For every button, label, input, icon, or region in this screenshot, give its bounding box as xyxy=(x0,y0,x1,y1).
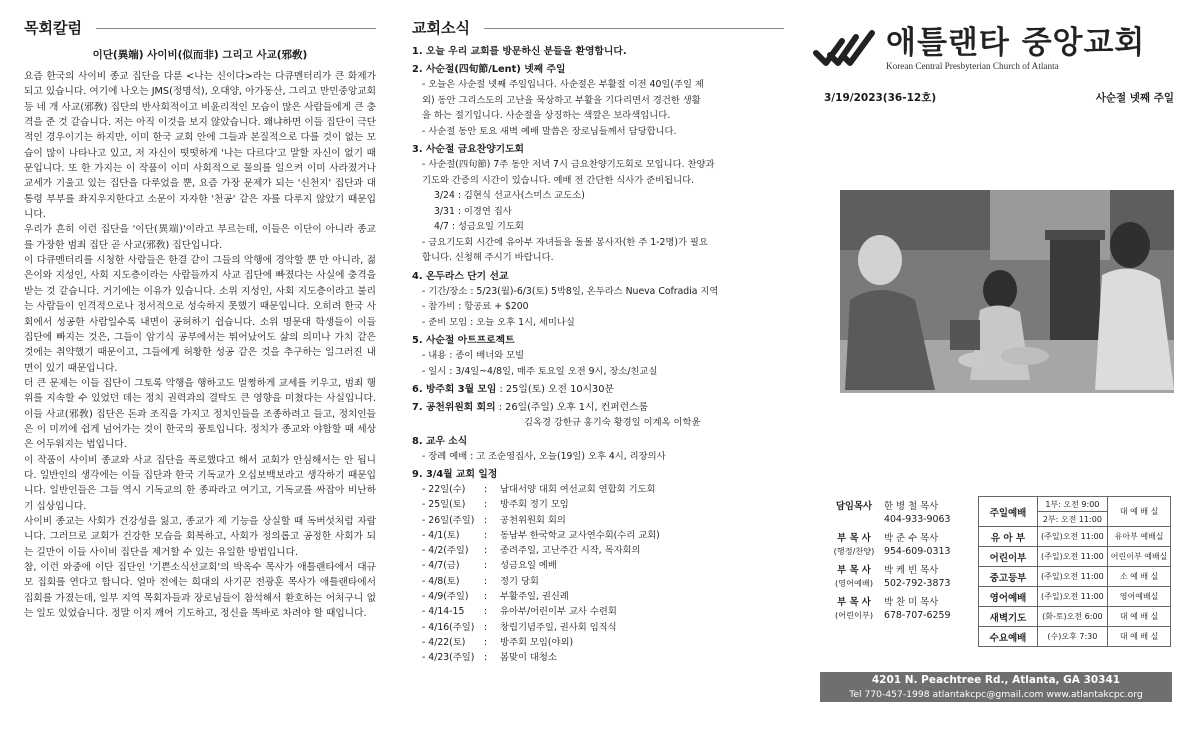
calendar-event: 성금요일 예배 xyxy=(500,560,557,572)
news-item-4-line: - 준비 모임 : 오늘 오후 1시, 세미나실 xyxy=(422,316,575,328)
service-row xyxy=(979,547,1171,567)
calendar-entry xyxy=(412,482,784,497)
service-place: 대 예 배 실 xyxy=(1107,627,1171,647)
service-name: 유 아 부 xyxy=(979,527,1038,547)
church-emblem-icon xyxy=(812,27,880,71)
calendar-event: 남대서양 대회 여선교회 연합회 기도회 xyxy=(500,484,656,495)
article-paragraph-4: 더 큰 문제는 이들 집단이 그토록 악행을 행하고도 멀쩡하게 교세를 키우고, 범죄 행위를 지속할 수 있었던 데는 정치 권력과의 결탁도 큰 영향을 미쳤다는 사실입니다. 이들 사교(邪敎) 집단은 돈과 조직을 가지고 정치인들을 조종하려고 들고, 정치인들은 이 미끼에 쉽게 넘어가는 것이 한국의 풍토입니다. 정치가 종교와 야합할 때 세상은 어두워지는 법입니다. xyxy=(24,377,376,451)
church-contact: Tel 770-457-1998 atlantakcpc@gmail.com www.atlantakcpc.org xyxy=(849,689,1143,700)
calendar-entry xyxy=(412,528,784,543)
staff-phone: 502-792-3873 xyxy=(884,578,951,589)
staff-info xyxy=(880,500,950,526)
article-paragraph-3: 이 다큐멘터리를 시청한 사람들은 한결 같이 그들의 악행에 경악할 뿐 만 아니라, 젊은이와 지성인, 사회 지도층이라는 사람들까지 사교 집단에 빠졌다는 사실에 충격을 받는 것 같습니다. 거기에는 이유가 있습니다. 소위 지성인, 사회 지도층이라고 불리는 사람들이 인격적으로나 정서적으로 성숙하지 못했기 때문입니다. 오히려 한국 사회에서 성공한 사람일수록 내면이 공허하기 쉽습니다. 소위 명문대 학생들이 이들 집단에 빠지는 것은, 그들이 암기식 공부에서는 뛰어났어도 삶의 의미나 가치 같은 것에는 취약했기 때문이고, 그들에게 허황한 성공 같은 것을 추구하는 일그러진 내면이 있기 때문입니다. xyxy=(24,255,376,374)
church-name-english: Korean Central Presbyterian Church of Atlanta xyxy=(886,61,1059,71)
calendar-date: - 4/16(주일) xyxy=(422,621,475,633)
address-bar xyxy=(820,672,1172,702)
service-row xyxy=(979,587,1171,607)
staff-role xyxy=(828,564,880,590)
news-item-8-line: - 장례 예배 : 고 조순영집사, 오늘(19일) 오후 4시, 리장의사 xyxy=(422,450,666,462)
calendar-entry xyxy=(412,513,784,528)
calendar-entry xyxy=(412,574,784,589)
staff-role-title: 담임목사 xyxy=(835,501,873,512)
news-item-2-line: - 사순절 동안 토요 새벽 예배 말씀은 장로님들께서 담당합니다. xyxy=(422,125,677,137)
calendar-entry xyxy=(412,635,784,650)
news-item-3-line: 기도와 간증의 시간이 있습니다. 예배 전 간단한 식사가 준비됩니다. xyxy=(422,174,695,186)
service-place: 대 예 배 실 xyxy=(1107,607,1171,627)
calendar-entry xyxy=(412,604,784,619)
article-paragraph-6: 사이비 종교는 사회가 건강성을 잃고, 종교가 제 기능을 상실할 때 독버섯처럼 자랍니다. 그러므로 교회가 건강한 모습을 회복하고, 사회가 정의롭고 공정한 사회가 되는 길만이 이들 사이비 집단을 제거할 수 있는 유일한 방법입니다. xyxy=(24,515,376,558)
masthead xyxy=(812,0,1184,700)
pastor-column xyxy=(24,0,376,621)
article-paragraph-7: 참, 이런 와중에 이단 집단인 '기쁜소식선교회'의 박옥수 목사가 애틀랜타에서 대규모 집회를 연다고 합니다. 얼마 전에는 희대의 사기꾼 전광훈 목사가 애틀랜타에서 집회를 가졌는데, 일부 지역 목회자들과 장로님들이 참석해서 환호하는 어처구니 없는 일도 있었습니다. 정말 이지 깨어 기도하고, 정신을 똑바로 차려야 할 때입니다. xyxy=(24,562,376,620)
calendar-event: 부활주일, 권신례 xyxy=(500,591,569,603)
prayer-schedule-entry: 3/31 : 이경연 집사 xyxy=(434,205,512,217)
liturgical-week: 사순절 넷째 주일 xyxy=(1095,92,1174,104)
article-paragraph-5: 이 작품이 사이비 종교와 사교 집단을 폭로했다고 해서 교회가 안심해서는 안 됩니다. 일반인의 생각에는 이들 집단과 한국 기독교가 오십보백보라고 생각하기 때문입니다. 일반인들은 그들 역시 기독교의 한 종파라고 여기고, 기독교를 싸잡아 비난하기 십상입니다. xyxy=(24,454,376,512)
service-name: 수요예배 xyxy=(979,627,1038,647)
calendar-event: 방주회 모임(야외) xyxy=(500,636,574,648)
calendar-separator: : xyxy=(484,560,488,572)
news-item-7-heading: 7. 공천위원회 회의 xyxy=(412,402,496,413)
news-header xyxy=(412,16,784,38)
calendar-date: - 4/23(주일) xyxy=(422,652,475,664)
service-name: 영어예배 xyxy=(979,587,1038,607)
calendar-date: - 4/14-15 xyxy=(422,606,465,618)
column-divider xyxy=(96,28,376,29)
service-time: (주일)오전 11:00 xyxy=(1038,527,1108,547)
calendar-separator: : xyxy=(484,529,488,541)
calendar-event: 공천위원회 회의 xyxy=(500,514,566,526)
committee-members: 김옥경 강한규 홍기숙 황경일 이계옥 이학윤 xyxy=(524,417,701,428)
news-item-6 xyxy=(412,382,784,397)
service-place: 어린이부 예배실 xyxy=(1107,547,1171,567)
news-list xyxy=(412,44,784,666)
staff-role xyxy=(828,532,880,558)
church-name-korean: 애틀랜타 중앙교회 xyxy=(886,25,1146,61)
service-time: (화-토)오전 6:00 xyxy=(1038,607,1108,627)
column-header xyxy=(24,16,376,38)
calendar-event: 종려주일, 고난주간 시작, 목자회의 xyxy=(500,545,641,557)
calendar-date: - 4/2(주일) xyxy=(422,545,469,557)
calendar-separator: : xyxy=(484,591,488,603)
calendar-date: - 25일(토) xyxy=(422,499,466,511)
staff-entry xyxy=(828,596,978,622)
news-item-5-heading: 5. 사순절 아트프로젝트 xyxy=(412,335,515,346)
service-time: 1부: 오전 9:00 xyxy=(1038,497,1108,512)
calendar-separator: : xyxy=(484,514,488,526)
news-item-7 xyxy=(412,400,784,415)
staff-entry xyxy=(828,564,978,590)
news-item-5-line: - 일시 : 3/4일~4/8일, 매주 토요일 오전 9시, 장소/친교실 xyxy=(422,365,658,377)
calendar-event: 방주회 정기 모임 xyxy=(500,499,569,511)
news-item-3-line: - 사순절(四旬節) 7주 동안 저녁 7시 금요찬양기도회로 모입니다. 찬양과 xyxy=(422,159,715,170)
service-row xyxy=(979,627,1171,647)
staff-name: 한 병 철 목사 xyxy=(884,501,939,512)
staff-info xyxy=(880,564,950,590)
calendar-separator: : xyxy=(484,652,488,664)
prayer-schedule-entry: 3/24 : 김현식 선교사(스미스 교도소) xyxy=(434,190,585,201)
news-item-8-heading: 8. 교우 소식 xyxy=(412,435,468,447)
staff-role xyxy=(828,500,880,526)
service-time: (주일)오전 11:00 xyxy=(1038,547,1108,567)
calendar-entry xyxy=(412,650,784,665)
calendar-date: - 26일(주일) xyxy=(422,514,475,526)
calendar-date: - 4/22(토) xyxy=(422,636,466,648)
news-title: 교회소식 xyxy=(412,18,470,37)
staff-name: 박 준 수 목사 xyxy=(884,533,939,544)
calendar-date: - 22일(수) xyxy=(422,484,466,495)
church-calendar xyxy=(412,482,784,666)
calendar-separator: : xyxy=(484,575,488,587)
news-item-3-heading: 3. 사순절 금요찬양기도회 xyxy=(412,144,524,155)
calendar-event: 정기 당회 xyxy=(500,575,539,587)
staff-name: 박 찬 미 목사 xyxy=(884,597,939,608)
service-time: (수)오후 7:30 xyxy=(1038,627,1108,647)
news-item-3-line: - 금요기도회 시간에 유아부 자녀들을 돌볼 봉사자(한 주 1-2명)가 필요 xyxy=(422,236,708,248)
calendar-separator: : xyxy=(484,636,488,648)
staff-role-area: (영어예배) xyxy=(834,578,874,588)
calendar-separator: : xyxy=(484,499,488,511)
family-meal-photo xyxy=(840,190,1174,393)
calendar-separator: : xyxy=(484,545,488,557)
service-name: 주일예배 xyxy=(979,497,1038,527)
service-time: 2부: 오전 11:00 xyxy=(1038,512,1108,527)
service-name: 어린이부 xyxy=(979,547,1038,567)
staff-directory xyxy=(828,500,978,628)
article-paragraph-2: 우리가 흔히 이런 집단을 '이단(異端)'이라고 부르는데, 이들은 이단이 아니라 종교를 가장한 범죄 집단 곧 사교(邪敎) 집단입니다. xyxy=(24,224,376,251)
service-place: 대 예 배 실 xyxy=(1107,497,1171,527)
church-address: 4201 N. Peachtree Rd., Atlanta, GA 30341 xyxy=(871,674,1121,686)
calendar-date: - 4/8(토) xyxy=(422,575,460,587)
calendar-entry xyxy=(412,543,784,558)
service-row xyxy=(979,497,1171,512)
staff-entry xyxy=(828,500,978,526)
calendar-event: 유아부/어린이부 교사 수련회 xyxy=(500,606,617,618)
article-title: 이단(異端) 사이비(似而非) 그리고 사교(邪敎) xyxy=(92,49,308,61)
calendar-separator: : xyxy=(484,606,488,618)
news-item-2-line: 외) 동안 그리스도의 고난을 묵상하고 부활을 기다리면서 경건한 생활 xyxy=(422,94,701,106)
church-news xyxy=(412,0,784,666)
calendar-separator: : xyxy=(484,484,488,495)
staff-role-area: (어린이부) xyxy=(834,610,874,620)
service-time: (주일)오전 11:00 xyxy=(1038,567,1108,587)
service-place: 소 예 배 실 xyxy=(1107,567,1171,587)
calendar-date: - 4/1(토) xyxy=(422,529,460,541)
calendar-entry xyxy=(412,589,784,604)
service-row xyxy=(979,567,1171,587)
news-item-5-line: - 내용 : 종이 배너와 모빌 xyxy=(422,350,525,361)
calendar-event: 봄맞이 대청소 xyxy=(500,652,557,664)
staff-role-title: 부 목 사 xyxy=(837,597,871,608)
news-item-2-heading: 2. 사순절(四旬節/Lent) 넷째 주일 xyxy=(412,64,566,75)
staff-role xyxy=(828,596,880,622)
calendar-entry xyxy=(412,558,784,573)
staff-phone: 404-933-9063 xyxy=(884,514,951,525)
news-item-7-text: : 26일(주일) 오후 1시, 컨퍼런스룸 xyxy=(495,402,649,413)
news-item-4-line: - 기간/장소 : 5/23(월)-6/3(토) 5박8일, 온두라스 Nueva Cofradia 지역 xyxy=(422,285,719,297)
calendar-entry xyxy=(412,497,784,512)
service-row xyxy=(979,607,1171,627)
calendar-date: - 4/9(주일) xyxy=(422,591,469,603)
service-place: 영어예배실 xyxy=(1107,587,1171,607)
calendar-entry xyxy=(412,620,784,635)
news-item-9-heading: 9. 3/4월 교회 일정 xyxy=(412,469,498,480)
prayer-schedule-entry: 4/7 : 성금요일 기도회 xyxy=(434,221,524,232)
article-paragraph-1: 요즘 한국의 사이비 종교 집단을 다룬 <나는 신이다>라는 다큐멘터리가 큰 화제가 되고 있습니다. 여기에 나오는 JMS(정명석), 오대양, 아가동산, 그리고 만민중앙교회 등 네 개 사교(邪敎) 집단의 반사회적이고 비윤리적인 모습이 많은 사람들에게 큰 충격을 준 것 같습니다. 저는 아직 이것을 보지 않았습니다. 왜냐하면 이들 집단이 극단적인 경우이기는 하지만, 이미 한국 교회 안에 그들과 본질적으로 다를 것이 없는 모습이 많이 나타나고 있고, 저 자신이 떳떳하게 '나는 다르다'고 말할 자신이 없기 때문입니다. 또 한 가지는 이 작품이 이미 사회적으로 물의를 일으켜 이미 사라졌거나 교세가 기울고 있는 집단을 다루었을 뿐, 요즘 가장 문제가 되는 '신천지' 집단과 대통령 부부를 좌지우지한다고 소문이 자자한 '천공' 같은 자를 다루지 않았기 때문입니다. xyxy=(24,71,376,221)
staff-role-title: 부 목 사 xyxy=(837,565,871,576)
staff-role-title: 부 목 사 xyxy=(837,533,871,544)
church-logo xyxy=(812,26,1184,72)
staff-info xyxy=(880,532,950,558)
news-item-4-heading: 4. 온두라스 단기 선교 xyxy=(412,270,509,282)
staff-role-area: (행정/찬양) xyxy=(833,546,875,556)
news-item-6-heading: 6. 방주회 3월 모임 xyxy=(412,384,497,395)
staff-phone: 954-609-0313 xyxy=(884,546,951,557)
service-name: 새벽기도 xyxy=(979,607,1038,627)
service-time: (주일)오전 11:00 xyxy=(1038,587,1108,607)
calendar-date: - 4/7(금) xyxy=(422,560,460,572)
calendar-separator: : xyxy=(484,621,488,633)
service-name: 중고등부 xyxy=(979,567,1038,587)
staff-name: 박 케 빈 목사 xyxy=(884,565,939,576)
bulletin-date: 3/19/2023(36-12호) xyxy=(824,92,937,104)
news-item-2-line: - 오늘은 사순절 넷째 주일입니다. 사순절은 부활절 이전 40일(주일 제 xyxy=(422,79,704,90)
staff-entry xyxy=(828,532,978,558)
service-row xyxy=(979,527,1171,547)
historical-photo xyxy=(840,190,1174,393)
calendar-event: 창립기념주일, 권사회 임직식 xyxy=(500,621,617,633)
news-item-4-line: - 참가비 : 항공료 + $200 xyxy=(422,301,529,312)
calendar-event: 동남부 한국학교 교사연수회(수리 교회) xyxy=(500,529,660,541)
bulletin-dateline xyxy=(812,90,1184,105)
service-schedule-table xyxy=(978,496,1171,647)
staff-phone: 678-707-6259 xyxy=(884,610,951,621)
news-divider xyxy=(484,28,784,29)
news-item-1: 1. 오늘 우리 교회를 방문하신 분들을 환영합니다. xyxy=(412,46,627,57)
article-body xyxy=(24,69,376,621)
news-item-6-text: : 25일(토) 오전 10시30분 xyxy=(496,384,614,395)
column-title: 목회칼럼 xyxy=(24,18,82,37)
service-place: 유아부 예배실 xyxy=(1107,527,1171,547)
staff-info xyxy=(880,596,950,622)
news-item-3-line: 합니다. 신청해 주시기 바랍니다. xyxy=(422,252,554,263)
news-item-2-line: 을 하는 절기입니다. 사순절을 상징하는 색깔은 보라색입니다. xyxy=(422,110,671,121)
